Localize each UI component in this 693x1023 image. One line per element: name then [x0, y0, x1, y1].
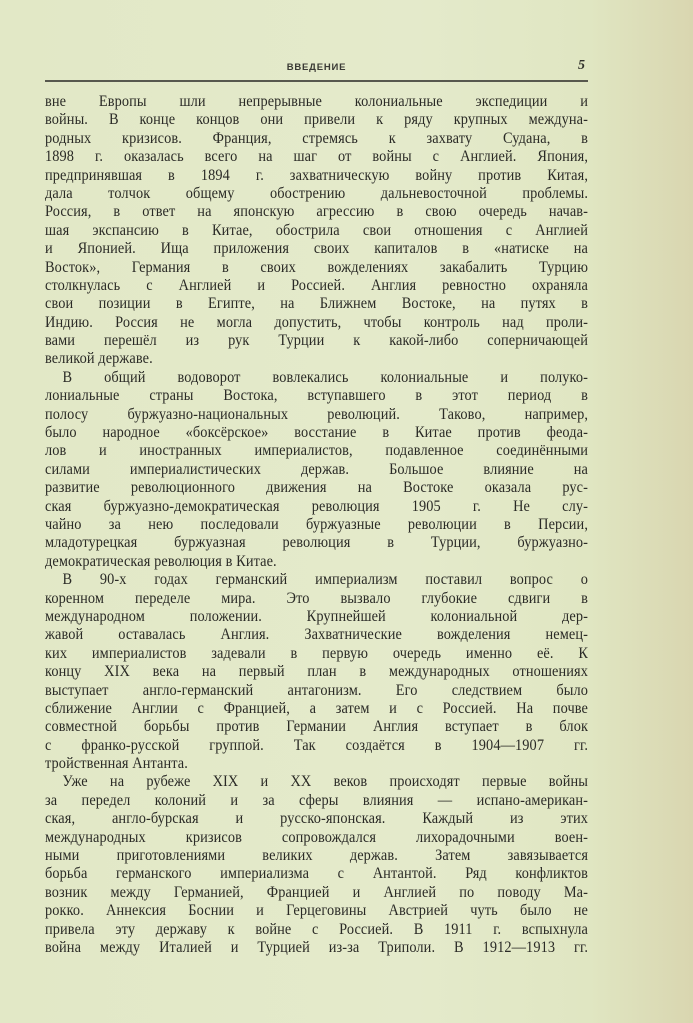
paragraph [45, 773, 588, 957]
text-line: война между Италией и Турцией из-за Триполи. В 1912—1913 гг. [45, 938, 589, 956]
text-line: вне Европы шли непрерывные колониальные экспедиции и [45, 93, 589, 110]
text-line: концу XIX века на первый план в международных отношениях [45, 663, 589, 681]
text-line: Восток», Германия в своих вожделениях закабалить Турцию [45, 258, 589, 276]
text-line: привела эту державу к войне с Россией. В 1911 г. вспыхнула [45, 920, 589, 938]
paragraph [45, 93, 588, 369]
body-text [45, 93, 588, 957]
text-line: борьба германского империализма с Антантой. Ряд конфликтов [45, 865, 589, 883]
text-line: В общий водоворот вовлекались колониальные и полуко- [62, 368, 589, 386]
text-line: шая экспансию в Китае, обострила свои отношения с Англией [45, 221, 589, 239]
page-number: 5 [578, 58, 585, 73]
text-line: коренном переделе мира. Это вызвало глубокие сдвиги в [45, 589, 589, 607]
text-line: ными приготовлениями великих держав. Затем завязывается [45, 847, 589, 865]
text-line: Уже на рубеже XIX и XX веков происходят первые войны [62, 773, 589, 791]
text-line: было народное «боксёрское» восстание в Китае против феода- [45, 424, 589, 442]
text-line: столкнулась с Англией и Россией. Англия ревностно охраняла [45, 276, 589, 294]
text-line: В 90-х годах германский империализм поставил вопрос о [62, 571, 589, 589]
text-line: родных кризисов. Франция, стремясь к захвату Судана, в [45, 129, 589, 147]
text-line: совместной борьбы против Германии Англия вступает в блок [45, 718, 589, 736]
text-line: демократическая революция в Китае. [45, 552, 277, 570]
text-line: за передел колоний и за сферы влияния — испано-американ- [45, 791, 589, 809]
text-line: вами перешёл из рук Турции к какой-либо соперничающей [45, 332, 589, 350]
text-line: чайно за нею последовали буржуазные революции в Персии, [45, 515, 589, 533]
text-line: возник между Германией, Францией и Англией по поводу Ма- [45, 883, 589, 901]
text-line: развитие революционного движения на Востоке оказала рус- [45, 479, 589, 497]
text-line: великой державе. [45, 350, 153, 368]
book-page [45, 58, 588, 957]
text-line: рокко. Аннексия Боснии и Герцеговины Австрией чуть было не [45, 902, 589, 920]
text-line: и Японией. Ища приложения своих капиталов в «натиске на [45, 240, 589, 258]
text-line: лов и иностранных империалистов, подавленное соединёнными [45, 442, 589, 460]
text-line: Индию. Россия не могла допустить, чтобы контроль над проли- [45, 313, 589, 331]
text-line: войны. В конце концов они привели к ряду крупных междуна- [45, 111, 589, 129]
text-line: 1898 г. оказалась всего на шаг от войны с Англией. Япония, [45, 148, 589, 166]
text-line: дала толчок общему обострению дальневосточной проблемы. [45, 184, 589, 202]
text-line: выступает англо-германский антагонизм. Его следствием было [45, 681, 589, 699]
text-line: младотурецкая буржуазная революция в Турции, буржуазно- [45, 534, 589, 552]
text-line: лониальные страны Востока, вступавшего в этот период в [45, 387, 589, 405]
text-line: ская буржуазно-демократическая революция 1905 г. Не слу- [45, 497, 589, 515]
text-line: международном положении. Крупнейшей колониальной дер- [45, 607, 589, 625]
text-line: ская, англо-бурская и русско-японская. Каждый из этих [45, 810, 589, 828]
header-rule [45, 80, 588, 82]
text-line: ких империалистов задевали в первую очередь именно её. К [45, 644, 589, 662]
paragraph [45, 369, 588, 571]
text-line: полосу буржуазно-национальных революций. Таково, например, [45, 405, 589, 423]
text-line: тройственная Антанта. [45, 755, 188, 773]
paragraph [45, 571, 588, 773]
text-line: жавой оставалась Англия. Захватнические вожделения немец- [45, 626, 589, 644]
text-line: предпринявшая в 1894 г. захватническую войну против Китая, [45, 166, 589, 184]
text-line: Россия, в ответ на японскую агрессию в свою очередь начав- [45, 203, 589, 221]
text-line: свои позиции в Египте, на Ближнем Востоке, на путях в [45, 295, 589, 313]
running-head [45, 58, 588, 80]
text-line: с франко-русской группой. Так создаётся в 1904—1907 гг. [45, 736, 589, 754]
running-title: ВВЕДЕНИЕ [286, 62, 347, 73]
text-line: силами империалистических держав. Большое влияние на [45, 460, 589, 478]
text-line: сближение Англии с Францией, а затем и с Россией. На почве [45, 699, 589, 717]
text-line: международных кризисов сопровождался лихорадочными воен- [45, 828, 589, 846]
